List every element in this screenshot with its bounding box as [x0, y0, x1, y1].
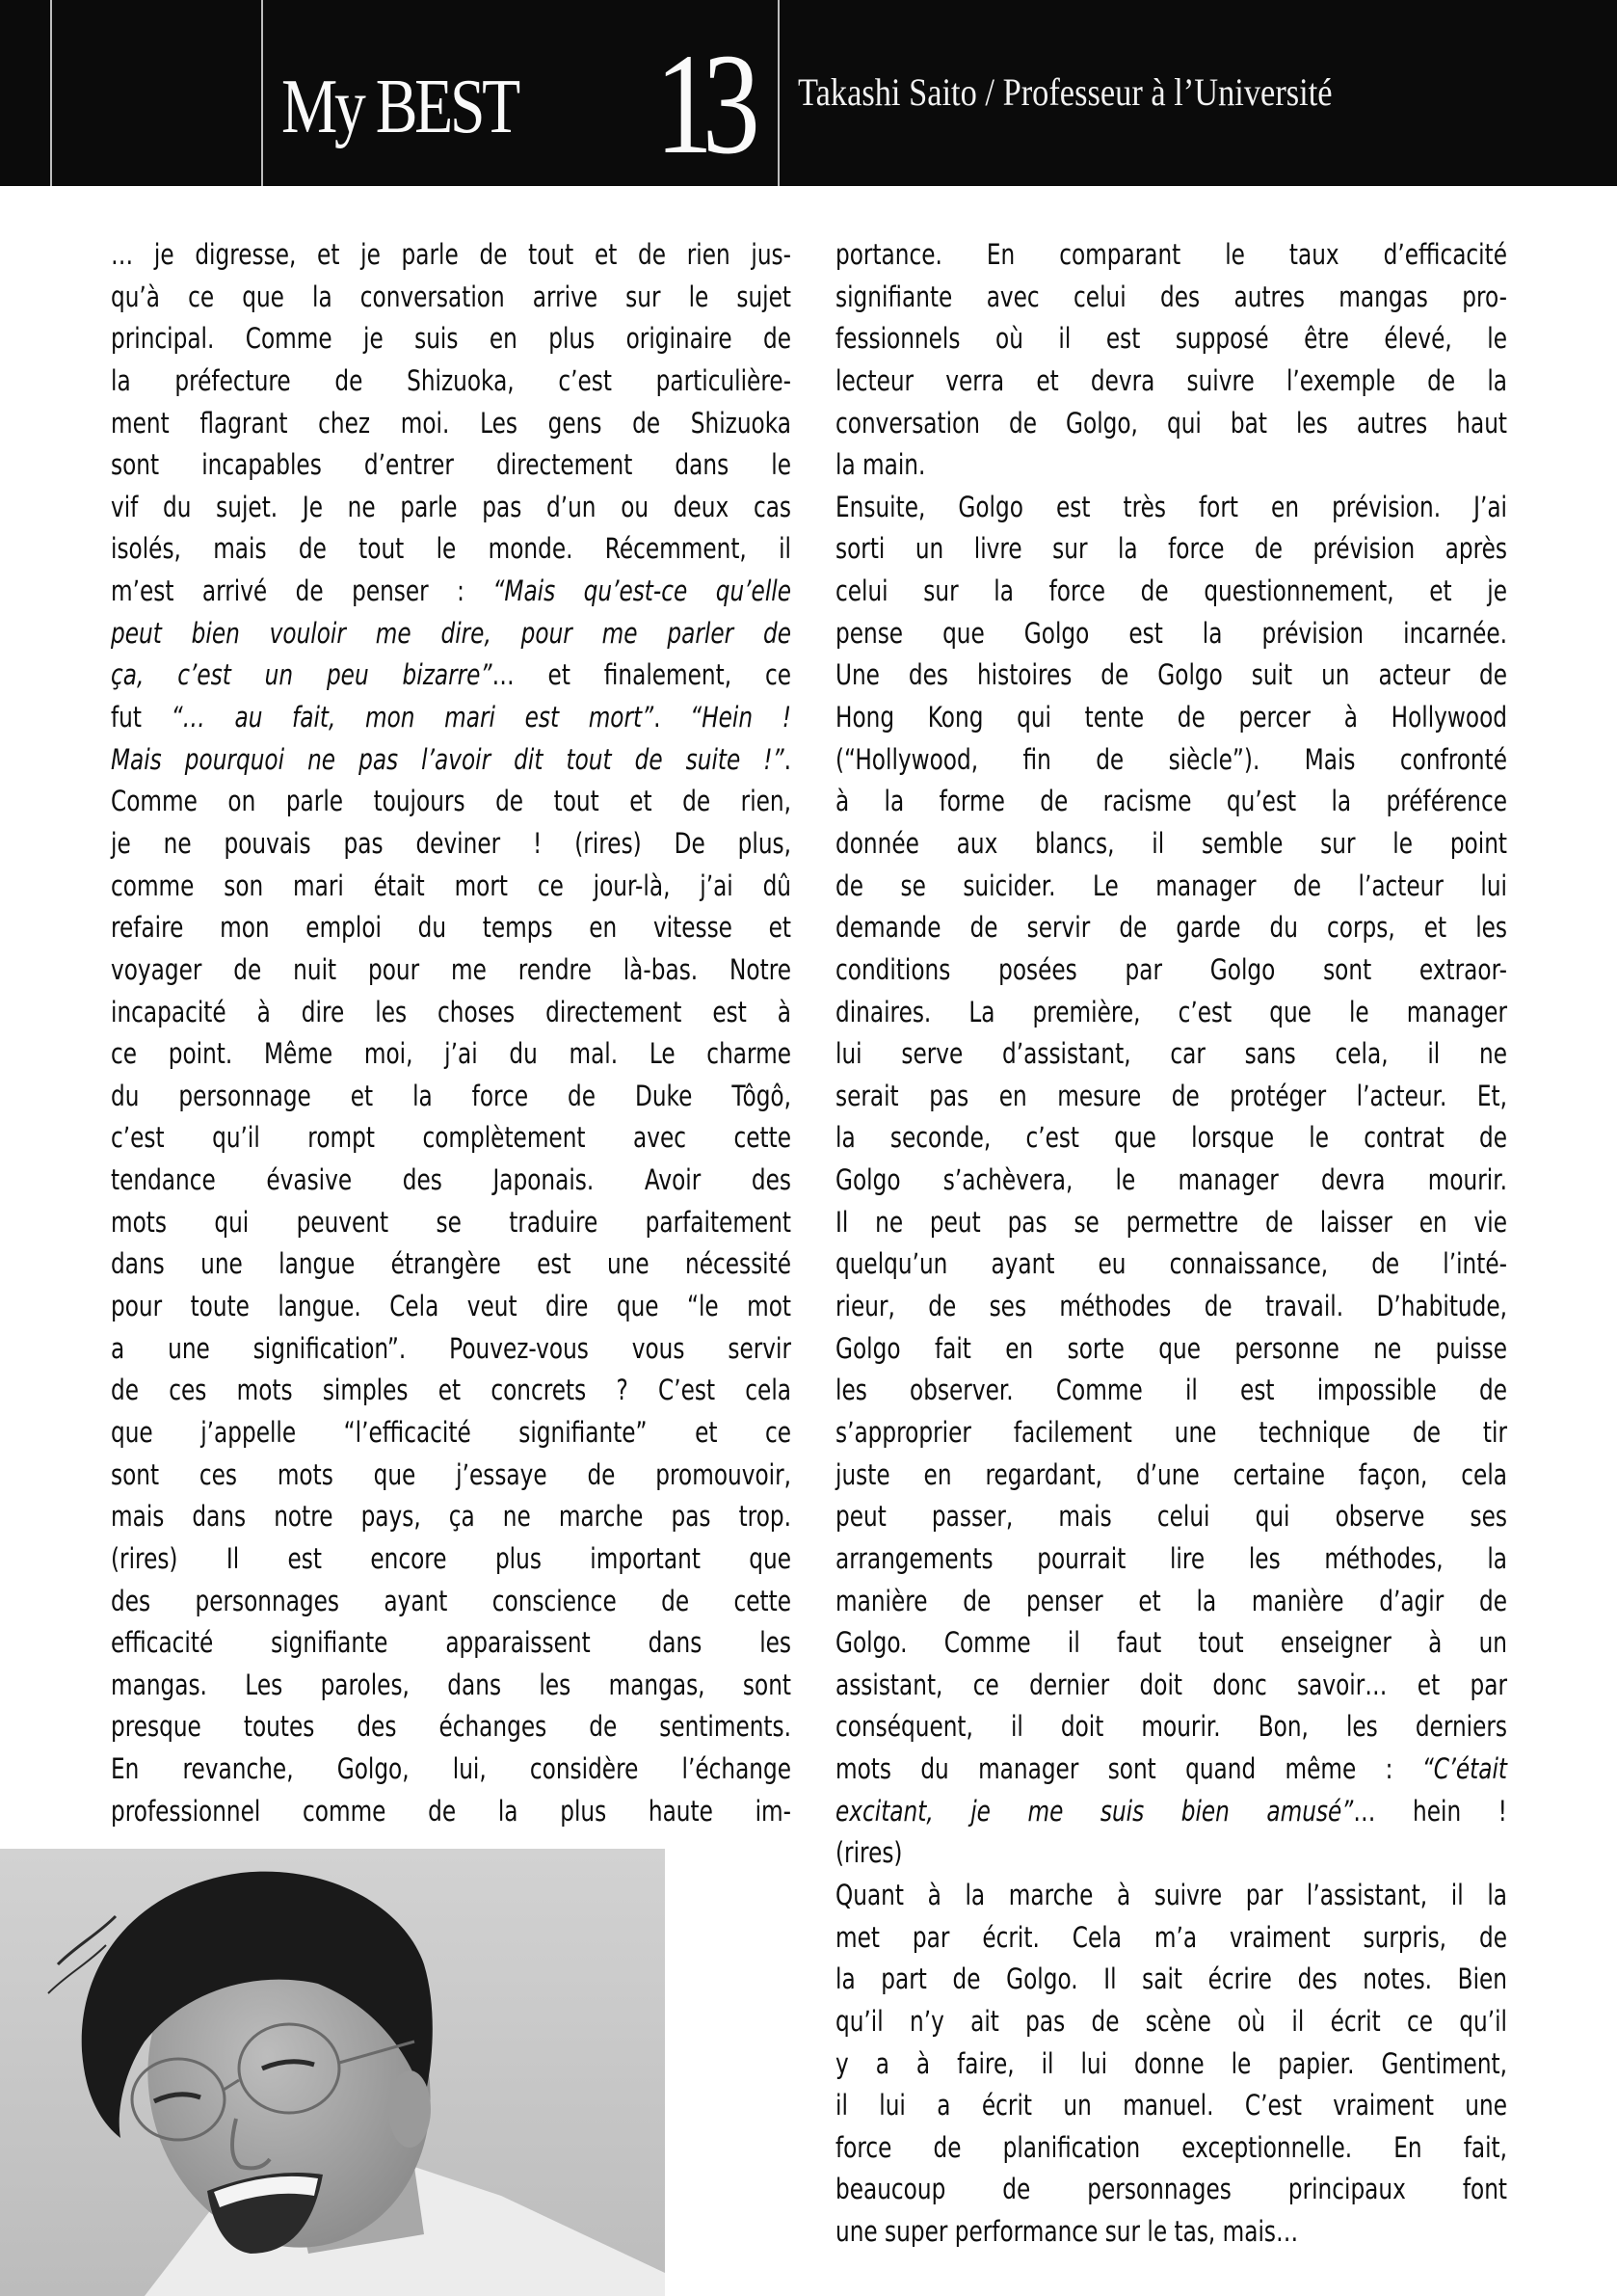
text-line [835, 318, 1507, 360]
text-segment: ce point. Même moi, j’ai du mal. Le charme [111, 1037, 791, 1071]
text-segment: des personnages ayant conscience de cette [111, 1584, 791, 1617]
text-line [111, 1033, 791, 1076]
text-segment: de se suicider. Le manager de l’acteur lui [835, 868, 1507, 902]
text-line [111, 1455, 791, 1497]
italic-quote: “… au fait, mon mari est mort” [171, 701, 654, 734]
text-line [835, 1455, 1507, 1497]
text-line [111, 654, 791, 697]
text-segment: sont ces mots que j’essaye de promouvoir, [111, 1457, 791, 1491]
text-line [111, 1412, 791, 1455]
text-segment: lecteur verra et devra suivre l’exemple de la [835, 363, 1507, 397]
text-line [835, 1286, 1507, 1328]
text-line [111, 1581, 791, 1623]
text-segment: je ne pouvais pas deviner ! (rires) De plus, [111, 826, 791, 860]
text-line [835, 1076, 1507, 1118]
italic-quote: “Hein ! [690, 701, 792, 734]
text-segment: Golgo. Comme il faut tout enseigner à un [835, 1626, 1507, 1660]
header-rule-1 [50, 0, 52, 186]
text-line [835, 444, 1507, 487]
text-segment: (“Hollywood, fin de siècle”). Mais confronté [835, 742, 1507, 776]
text-line [835, 1117, 1507, 1160]
text-line [835, 2085, 1507, 2127]
text-line [835, 949, 1507, 992]
text-segment: Ensuite, Golgo est très fort en prévision. J’ai [835, 490, 1507, 523]
text-line [111, 571, 791, 613]
text-segment: Quant à la marche à suivre par l’assistant, il la [835, 1878, 1507, 1911]
text-line [111, 1496, 791, 1538]
text-segment: sorti un livre sur la force de prévision après [835, 532, 1507, 566]
text-line [835, 2169, 1507, 2211]
text-line [111, 1622, 791, 1665]
text-segment: manière de penser et la manière d’agir de [835, 1584, 1507, 1617]
text-segment: mais dans notre pays, ça ne marche pas trop. [111, 1500, 791, 1534]
text-segment: de ces mots simples et concrets ? C’est cela [111, 1374, 791, 1407]
text-segment: il lui a écrit un manuel. C’est vraiment une [835, 2089, 1507, 2122]
text-line [835, 992, 1507, 1034]
text-segment: comme son mari était mort ce jour-là, j’ai dû [111, 868, 791, 902]
text-segment: refaire mon emploi du temps en vitesse et [111, 911, 791, 945]
text-line [111, 866, 791, 908]
text-segment: m’est arrivé de penser : [111, 574, 493, 608]
text-segment: la main. [835, 448, 926, 482]
text-line [835, 2127, 1507, 2170]
text-segment: … et finalement, ce [491, 658, 791, 692]
text-line [111, 234, 791, 277]
text-segment: … hein ! [1353, 1794, 1507, 1828]
text-line [835, 1496, 1507, 1538]
text-segment: celui sur la force de questionnement, et je [835, 574, 1507, 608]
text-line [835, 571, 1507, 613]
text-segment: quelqu’un ayant eu connaissance, de l’inté- [835, 1247, 1507, 1281]
text-segment: (rires) [835, 1836, 903, 1870]
text-segment: mots qui peuvent se traduire parfaitement [111, 1205, 791, 1239]
text-line [835, 277, 1507, 319]
italic-quote: ça, c’est un peu bizarre” [111, 658, 492, 692]
text-segment: du personnage et la force de Duke Tôgô, [111, 1079, 791, 1112]
text-line [835, 1917, 1507, 1960]
text-segment: efficacité signifiante apparaissent dans les [111, 1626, 791, 1660]
text-line [111, 907, 791, 949]
text-line [111, 318, 791, 360]
text-line [835, 1749, 1507, 1791]
text-segment: peut passer, mais celui qui observe ses [835, 1500, 1507, 1534]
text-line [111, 781, 791, 823]
text-line [111, 949, 791, 992]
text-line [835, 1875, 1507, 1917]
text-line [835, 2211, 1507, 2254]
text-segment: demande de servir de garde du corps, et les [835, 911, 1507, 945]
text-segment: qu’il n’y ait pas de scène où il écrit ce qu’il [835, 2004, 1507, 2038]
text-segment: lui serve d’assistant, car sans cela, il ne [835, 1037, 1507, 1071]
text-segment: la préfecture de Shizuoka, c’est particulière- [111, 363, 791, 397]
text-line [111, 487, 791, 529]
text-line [835, 613, 1507, 655]
right-column [835, 234, 1507, 2254]
text-line [835, 781, 1507, 823]
text-segment: vif du sujet. Je ne parle pas d’un ou deux cas [111, 490, 791, 523]
text-segment: incapacité à dire les choses directement est à [111, 995, 791, 1028]
text-segment: presque toutes des échanges de sentiments. [111, 1710, 791, 1744]
text-segment: rieur, de ses méthodes de travail. D’habitude, [835, 1290, 1507, 1323]
text-segment: conséquent, il doit mourir. Bon, les derniers [835, 1710, 1507, 1744]
text-line [111, 277, 791, 319]
text-segment: pense que Golgo est la prévision incarnée. [835, 616, 1507, 650]
text-line [111, 1243, 791, 1286]
text-line [111, 1538, 791, 1581]
text-line [835, 823, 1507, 866]
header-rule-3 [778, 0, 780, 186]
text-line [111, 992, 791, 1034]
text-line [835, 1033, 1507, 1076]
text-segment: force de planification exceptionnelle. En fait, [835, 2130, 1507, 2164]
text-segment: c’est qu’il rompt complètement avec cette [111, 1121, 791, 1155]
text-segment: qu’à ce que la conversation arrive sur le sujet [111, 280, 791, 313]
text-segment: isolés, mais de tout le monde. Récemment, il [111, 532, 791, 566]
italic-quote: Mais pourquoi ne pas l’avoir dit tout de suite !” [111, 742, 784, 776]
text-line [835, 528, 1507, 571]
text-segment: à la forme de racisme qu’est la préférence [835, 785, 1507, 818]
text-line [111, 613, 791, 655]
title-text: My BEST [281, 65, 517, 149]
text-line [835, 1160, 1507, 1202]
text-segment: ment flagrant chez moi. Les gens de Shizuoka [111, 406, 791, 440]
text-line [835, 907, 1507, 949]
text-line [111, 739, 791, 782]
text-segment: sont incapables d’entrer directement dans le [111, 448, 791, 482]
author-byline: Takashi Saito / Professeur à l’Université [798, 70, 1333, 114]
left-column [111, 234, 791, 1832]
text-line [835, 1791, 1507, 1833]
text-line [835, 866, 1507, 908]
text-segment: Golgo fait en sorte que personne ne puisse [835, 1331, 1507, 1365]
text-line [835, 1959, 1507, 2001]
text-line [835, 1832, 1507, 1875]
text-segment: les observer. Comme il est impossible de [835, 1374, 1507, 1407]
text-line [111, 360, 791, 403]
text-line [111, 528, 791, 571]
text-segment: assistant, ce dernier doit donc savoir… et par [835, 1668, 1507, 1701]
text-segment: que j’appelle “l’efficacité signifiante” et ce [111, 1415, 791, 1449]
text-segment: s’approprier facilement une technique de tir [835, 1415, 1507, 1449]
text-line [111, 1286, 791, 1328]
text-segment: dans une langue étrangère est une nécessité [111, 1247, 791, 1281]
text-line [835, 1581, 1507, 1623]
italic-quote: excitant, je me suis bien amusé” [835, 1794, 1354, 1828]
text-line [835, 1243, 1507, 1286]
text-segment: mots du manager sont quand même : [835, 1752, 1422, 1786]
text-segment: portance. En comparant le taux d’efficacité [835, 238, 1507, 271]
text-line [835, 1706, 1507, 1749]
text-segment: principal. Comme je suis en plus originaire de [111, 322, 791, 356]
text-line [835, 654, 1507, 697]
text-segment: conversation de Golgo, qui bat les autres haut [835, 406, 1507, 440]
title-number: 13 [655, 24, 750, 184]
text-line [111, 1749, 791, 1791]
text-segment: met par écrit. Cela m’a vraiment surpris, de [835, 1920, 1507, 1954]
text-line [111, 444, 791, 487]
text-line [835, 234, 1507, 277]
text-segment: Une des histoires de Golgo suit un acteur de [835, 658, 1507, 692]
header-rule-2 [261, 0, 263, 186]
italic-quote: peut bien vouloir me dire, pour me parler de [111, 616, 791, 650]
text-segment: beaucoup de personnages principaux font [835, 2173, 1507, 2206]
text-segment: serait pas en mesure de protéger l’acteur. Et, [835, 1079, 1507, 1112]
text-segment: . [783, 742, 791, 776]
text-segment: conditions posées par Golgo sont extraor- [835, 952, 1507, 986]
text-segment: … je digresse, et je parle de tout et de rien jus- [111, 238, 791, 271]
text-segment: Golgo s’achèvera, le manager devra mourir. [835, 1163, 1507, 1197]
text-line [835, 1412, 1507, 1455]
text-segment: mangas. Les paroles, dans les mangas, sont [111, 1668, 791, 1701]
text-line [111, 1328, 791, 1371]
text-line [111, 1370, 791, 1412]
text-segment: fut [111, 701, 172, 734]
text-segment: arrangements pourrait lire les méthodes, la [835, 1541, 1507, 1575]
italic-quote: “C’était [1421, 1752, 1507, 1786]
text-line [111, 697, 791, 739]
text-line [835, 1328, 1507, 1371]
text-segment: pour toute langue. Cela veut dire que “le mot [111, 1290, 791, 1323]
text-line [835, 1665, 1507, 1707]
page-header [0, 0, 1617, 186]
text-line [835, 697, 1507, 739]
text-line [111, 1202, 791, 1244]
text-segment: dinaires. La première, c’est que le manager [835, 995, 1507, 1028]
text-segment: En revanche, Golgo, lui, considère l’échange [111, 1752, 791, 1786]
text-segment: professionnel comme de la plus haute im- [111, 1794, 791, 1828]
text-segment: juste en regardant, d’une certaine façon, cela [835, 1457, 1507, 1491]
text-line [835, 1370, 1507, 1412]
text-line [111, 1706, 791, 1749]
text-line [835, 1538, 1507, 1581]
text-segment: la seconde, c’est que lorsque le contrat de [835, 1121, 1507, 1155]
text-segment: (rires) Il est encore plus important que [111, 1541, 791, 1575]
text-line [111, 1117, 791, 1160]
text-line [111, 1160, 791, 1202]
text-segment: Comme on parle toujours de tout et de rien, [111, 785, 791, 818]
text-segment: . [653, 701, 691, 734]
text-segment: Hong Kong qui tente de percer à Hollywood [835, 701, 1507, 734]
text-segment: voyager de nuit pour me rendre là-bas. Notre [111, 952, 791, 986]
text-line [111, 1665, 791, 1707]
text-line [111, 1076, 791, 1118]
text-line [835, 1202, 1507, 1244]
text-segment: Il ne peut pas se permettre de laisser en vie [835, 1205, 1507, 1239]
text-line [835, 739, 1507, 782]
text-line [111, 823, 791, 866]
author-photo [0, 1849, 665, 2296]
text-segment: la part de Golgo. Il sait écrire des notes. Bien [835, 1962, 1507, 1996]
text-line [835, 403, 1507, 445]
text-line [111, 1791, 791, 1833]
text-line [835, 487, 1507, 529]
text-line [111, 403, 791, 445]
text-segment: fessionnels où il est supposé être élevé, le [835, 322, 1507, 356]
portrait-image-icon [0, 1849, 665, 2296]
text-segment: tendance évasive des Japonais. Avoir des [111, 1163, 791, 1197]
italic-quote: “Mais qu’est-ce qu’elle [492, 574, 791, 608]
text-line [835, 360, 1507, 403]
text-line [835, 2001, 1507, 2043]
text-segment: signifiante avec celui des autres mangas pro- [835, 280, 1507, 313]
text-segment: donnée aux blancs, il semble sur le point [835, 826, 1507, 860]
text-segment: a une signification”. Pouvez-vous vous servir [111, 1331, 791, 1365]
text-line [835, 2043, 1507, 2086]
text-segment: y a à faire, il lui donne le papier. Gentiment, [835, 2046, 1507, 2080]
text-line [835, 1622, 1507, 1665]
text-segment: une super performance sur le tas, mais… [835, 2215, 1299, 2249]
